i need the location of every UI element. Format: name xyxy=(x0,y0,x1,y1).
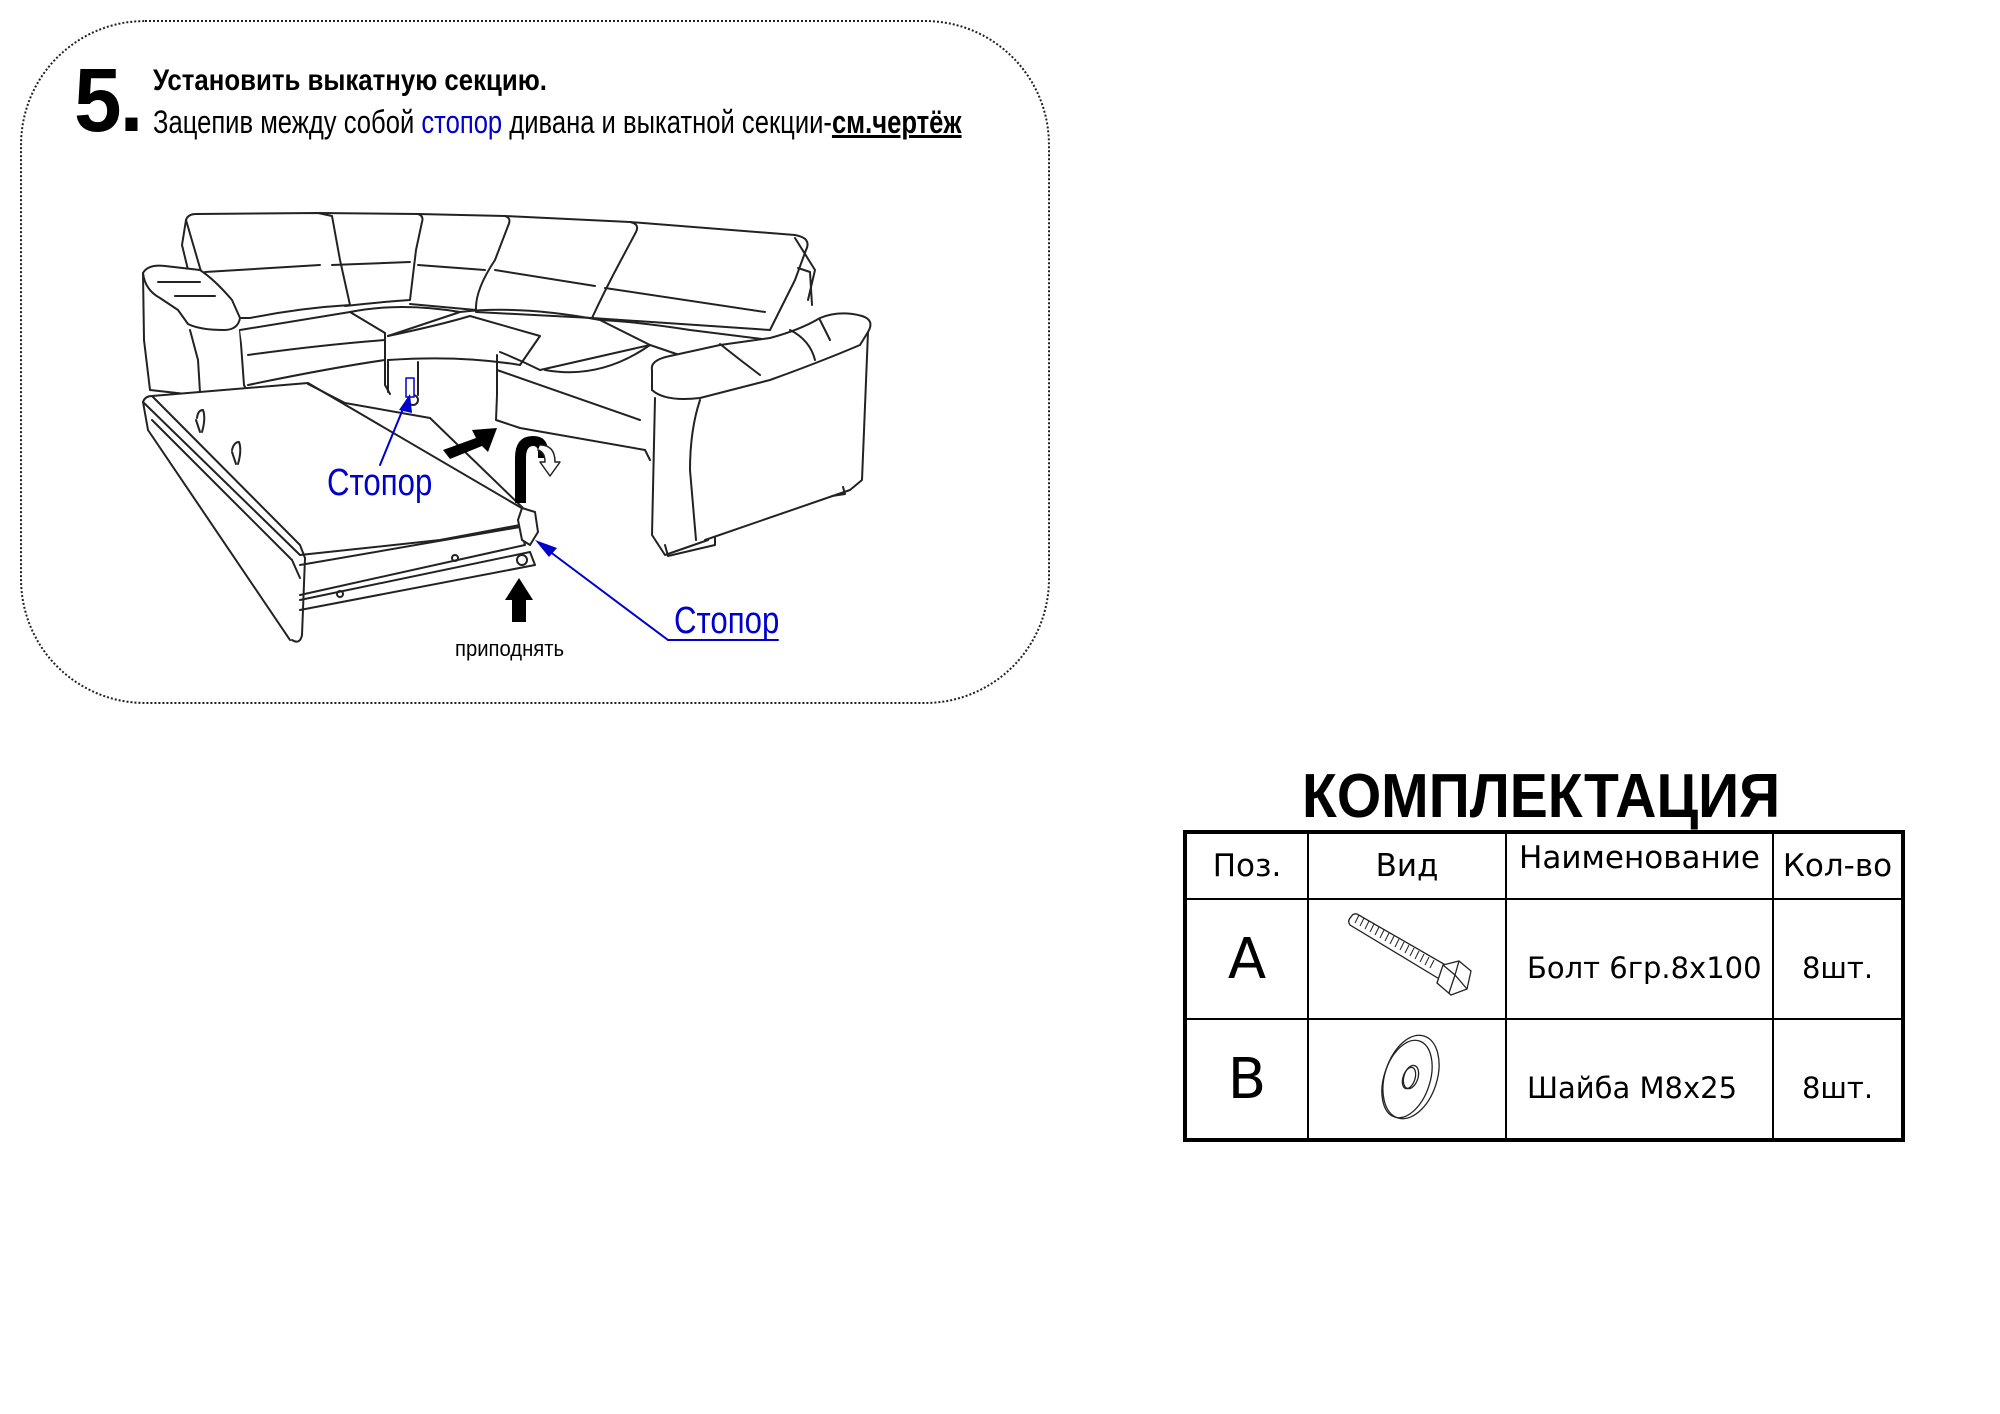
desc-text: Зацепив между собой xyxy=(153,104,422,140)
desc-text-middle: дивана и выкатной секции- xyxy=(502,104,832,140)
row-qty: 8шт. xyxy=(1773,1019,1903,1140)
kit-title: КОМПЛЕКТАЦИЯ xyxy=(1302,762,1781,831)
row-qty: 8шт. xyxy=(1773,899,1903,1019)
col-header-pos: Поз. xyxy=(1185,832,1308,899)
row-pos: A xyxy=(1185,899,1308,1019)
row-pos: B xyxy=(1185,1019,1308,1140)
lift-label: приподнять xyxy=(455,636,565,661)
sofa-illustration xyxy=(0,0,1060,720)
table-row xyxy=(1185,899,1903,1019)
bolt-icon xyxy=(1309,907,1505,1007)
col-header-qty: Кол-во xyxy=(1773,832,1903,899)
desc-highlight-stopper: стопор xyxy=(421,104,503,140)
stopper-label-left: Стопор xyxy=(327,462,433,504)
kit-table xyxy=(1183,830,1905,1142)
step-number: 5. xyxy=(74,51,142,151)
stopper-label-right: Стопор xyxy=(674,600,780,642)
row-name: Болт 6гр.8х100 xyxy=(1506,899,1773,1019)
sofa-drawing xyxy=(143,213,870,642)
step-title: Установить выкатную секцию. xyxy=(153,64,547,97)
push-arrow-icon xyxy=(443,428,497,459)
row-view xyxy=(1308,899,1506,1019)
washer-icon xyxy=(1309,1027,1505,1127)
col-header-name: Наименование xyxy=(1506,832,1773,899)
row-view xyxy=(1308,1019,1506,1140)
table-row xyxy=(1185,1019,1903,1140)
kit-header-row xyxy=(1185,832,1903,899)
hook-rotate-arrow-icon xyxy=(515,436,560,503)
drawing-reference-link: см.чертёж xyxy=(831,104,962,140)
col-header-view: Вид xyxy=(1308,832,1506,899)
lift-up-arrow-icon xyxy=(505,578,533,622)
row-name: Шайба М8х25 xyxy=(1506,1019,1773,1140)
